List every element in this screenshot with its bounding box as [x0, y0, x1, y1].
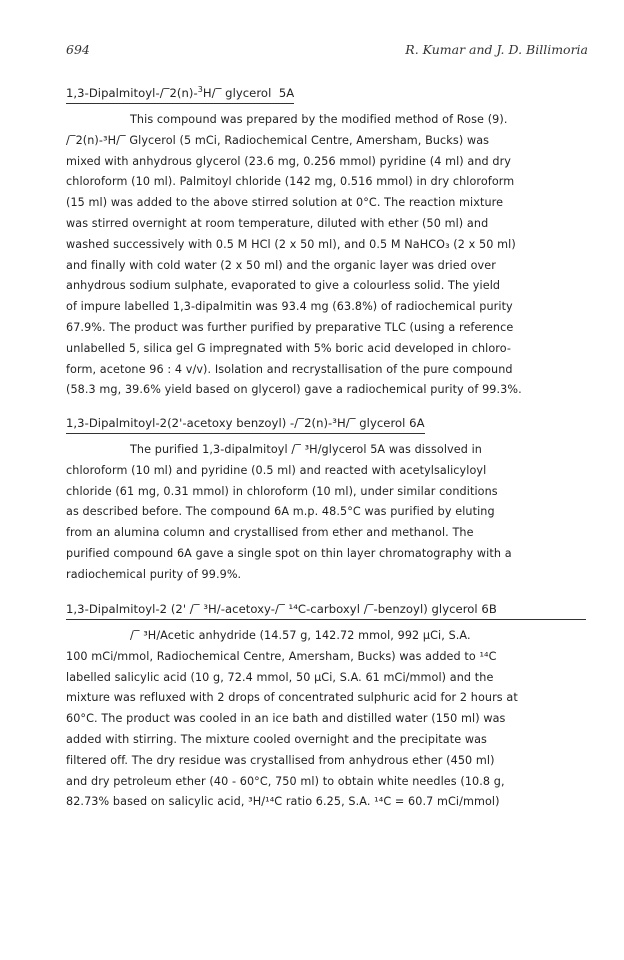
heading-compound-id: 5A [278, 86, 295, 100]
body-line: 100 mCi/mmol, Radiochemical Centre, Amersham, Bucks) was added to ¹⁴C [66, 649, 497, 663]
body-line: labelled salicylic acid (10 g, 72.4 mmol, 50 µCi, S.A. 61 mCi/mmol) and the [66, 670, 494, 684]
section-5a-body [66, 110, 586, 401]
body-line: mixture was refluxed with 2 drops of concentrated sulphuric acid for 2 hours at [66, 691, 518, 705]
body-line: 60°C. The product was cooled in an ice bath and distilled water (150 ml) was [66, 712, 506, 726]
section-5a-heading [66, 84, 294, 104]
body-line: mixed with anhydrous glycerol (23.6 mg, 0.256 mmol) pyridine (4 ml) and dry [66, 154, 512, 168]
section-6a-body [66, 440, 586, 586]
body-line: washed successively with 0.5 M HCl (2 x 50 ml), and 0.5 M NaHCO₃ (2 x 50 ml) [66, 237, 516, 251]
body-line: 67.9%. The product was further purified by preparative TLC (using a reference [66, 320, 514, 334]
body-line: as described before. The compound 6A m.p. 48.5°C was purified by eluting [66, 505, 495, 519]
section-6b-heading: 1,3-Dipalmitoyl-2 (2' /‾ ³H/-acetoxy-/‾ ¹⁴C-carboxyl /‾-benzoyl) glycerol 6B [66, 600, 586, 620]
heading-isotope: 3 [197, 85, 203, 95]
body-line: purified compound 6A gave a single spot on thin layer chromatography with a [66, 546, 512, 560]
section-6b-body [66, 626, 586, 813]
body-line: added with stirring. The mixture cooled overnight and the precipitate was [66, 732, 487, 746]
body-line: chloroform (10 ml) and pyridine (0.5 ml) and reacted with acetylsalicyloyl [66, 463, 487, 477]
body-line: (15 ml) was added to the above stirred solution at 0°C. The reaction mixture [66, 196, 504, 210]
section-6b [66, 600, 586, 813]
body-line: /‾2(n)-³H/‾ Glycerol (5 mCi, Radiochemical Centre, Amersham, Bucks) was [66, 133, 490, 147]
heading-bracket-open: /‾2(n)- [159, 86, 198, 100]
heading-bracket-close: /‾ glycerol [211, 86, 272, 100]
body-line: of impure labelled 1,3-dipalmitin was 93.4 mg (63.8%) of radiochemical purity [66, 300, 513, 314]
running-header [66, 42, 588, 62]
body-line: form, acetone 96 : 4 v/v). Isolation and recrystallisation of the pure compound [66, 362, 513, 376]
section-6a-heading: 1,3-Dipalmitoyl-2(2'-acetoxy benzoyl) -/‾2(n)-³H/‾ glycerol 6A [66, 414, 425, 434]
section-6a [66, 412, 586, 586]
body-line: This compound was prepared by the modified method of Rose (9). [130, 113, 508, 126]
running-authors: R. Kumar and J. D. Billimoria [405, 42, 588, 57]
body-line: unlabelled 5, silica gel G impregnated with 5% boric acid developed in chloro- [66, 341, 512, 355]
body-line: was stirred overnight at room temperature, diluted with ether (50 ml) and [66, 216, 489, 230]
heading-prefix: 1,3-Dipalmitoyl- [66, 86, 160, 100]
page-number: 694 [66, 42, 90, 57]
body-line: chloride (61 mg, 0.31 mmol) in chloroform (10 ml), under similar conditions [66, 484, 498, 498]
body-line: and finally with cold water (2 x 50 ml) and the organic layer was dried over [66, 258, 496, 272]
section-5a [66, 82, 586, 401]
body-line: from an alumina column and crystallised from ether and methanol. The [66, 526, 474, 540]
body-line: filtered off. The dry residue was crystallised from anhydrous ether (450 ml) [66, 753, 495, 767]
body-line: and dry petroleum ether (40 - 60°C, 750 ml) to obtain white needles (10.8 g, [66, 774, 505, 788]
body-line: chloroform (10 ml). Palmitoyl chloride (142 mg, 0.516 mmol) in dry chloroform [66, 175, 515, 189]
body-line: (58.3 mg, 39.6% yield based on glycerol) gave a radiochemical purity of 99.3%. [66, 383, 522, 397]
heading-element: H [202, 86, 212, 100]
body-line: The purified 1,3-dipalmitoyl /‾ ³H/glycerol 5A was dissolved in [130, 443, 482, 456]
body-line: 82.73% based on salicylic acid, ³H/¹⁴C ratio 6.25, S.A. ¹⁴C = 60.7 mCi/mmol) [66, 795, 500, 809]
body-line: /‾ ³H/Acetic anhydride (14.57 g, 142.72 mmol, 992 µCi, S.A. [130, 629, 471, 642]
body-line: radiochemical purity of 99.9%. [66, 567, 242, 581]
body-line: anhydrous sodium sulphate, evaporated to give a colourless solid. The yield [66, 279, 501, 293]
